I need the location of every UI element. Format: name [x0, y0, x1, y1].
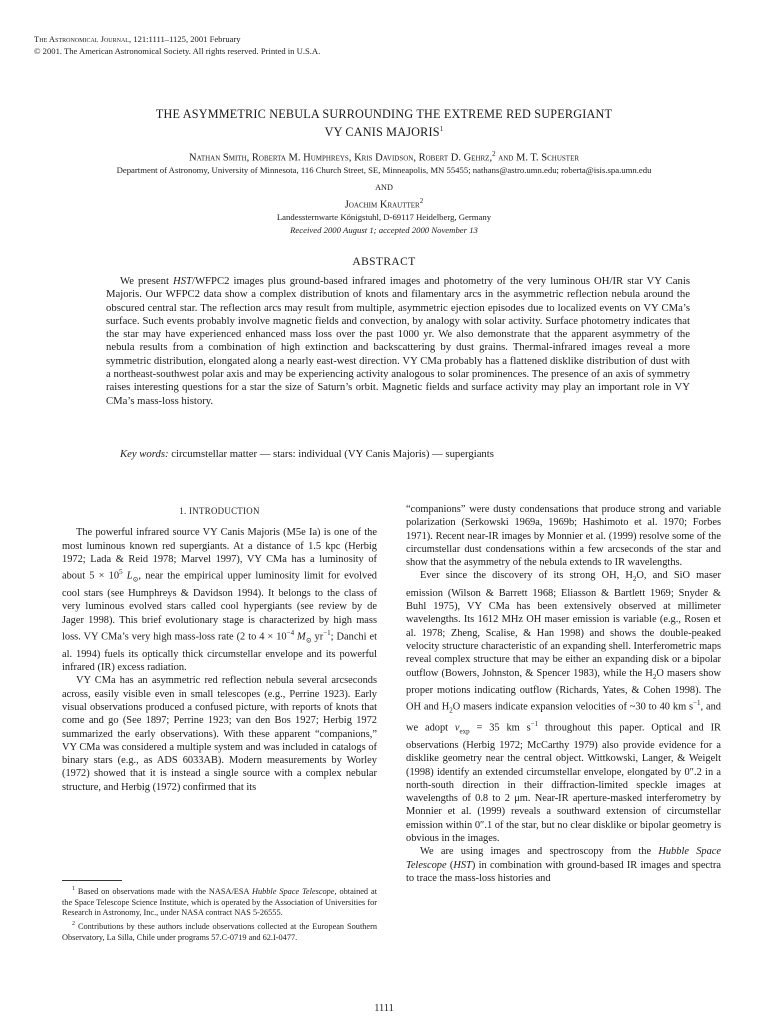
- p1-text-a: The powerful infrared source VY Canis Majoris (M5e Ia) is one of the most luminous known red supergiants. At a distance of 1.5 kpc (Herbig 1972; Lada & Reid 1978; Marvel 1997), VY CMa has a luminosity of about 5 × 10: [62, 527, 377, 582]
- paper-title: [40, 107, 728, 140]
- p1-text-b: , near the empirical upper luminosity limit for evolved cool stars (see Humphreys & Davidson 1994). It belongs to the class of very luminous evolved stars called cool hypergiants (see review by de Jager 1998). This brief evolutionary stage is characterized by high mass loss. VY CMa’s very high mass-loss rate (2 to 4 × 10: [62, 570, 378, 643]
- author-last: M. T. Schuster: [516, 152, 580, 164]
- footnote-1: [62, 884, 377, 919]
- r2-g: throughout this paper. Optical and IR observations (Herbig 1972; McCarthy 1979) also provide evidence for a disklike geometry near the central object. Wittkowski, Langer, & Weigelt (1998) identify an extended circumstellar envelope, elongated by 0″.2 in a north-south direction in their diffraction-limited speckle images at wavelengths of 0.8 to 2 μm. Near-IR aperture-masked interferometry by Monnier et al. (1999) reveals a southward extension of circumstellar emission within 0″.1 of the star, but no clear disklike or bipolar geometry is obvious in the images.: [406, 722, 721, 845]
- title-line-2-text: VY CANIS MAJORIS: [324, 125, 440, 140]
- keywords: [106, 448, 690, 461]
- author-list: [20, 150, 748, 164]
- abstract-hst: HST: [172, 275, 192, 287]
- title-line-1: THE ASYMMETRIC NEBULA SURROUNDING THE EXTREME RED SUPERGIANT: [155, 107, 613, 121]
- fn1-text-b: , obtained at the Space Telescope Science Institute, which is operated by the Association of Universities for Research in Astronomy, Inc., under NASA contract NAS 5-26555.: [62, 886, 378, 918]
- r3-a: We are using images and spectroscopy from the: [420, 846, 659, 858]
- second-author: [0, 197, 768, 211]
- p1-text-c: ; Danchi et al. 1994) fuels its optically thick circumstellar envelope and its powerful infrared (IR) excess radiation.: [62, 631, 377, 674]
- author-and: and: [495, 152, 516, 164]
- fn1-text-a: Based on observations made with the NASA/ESA: [75, 886, 252, 896]
- r2-f: = 35 km s: [469, 722, 531, 734]
- r2-sub-3: 2: [449, 706, 453, 715]
- r2-v: v: [454, 722, 460, 734]
- right-column: [406, 503, 721, 885]
- footnote-rule: [62, 880, 122, 881]
- intro-paragraph-5: [406, 845, 721, 885]
- r2-c: O masers show proper motions indicating outflow (Richards, Yates, & Cohen 1998). The OH and H: [406, 667, 721, 713]
- r3-c: ) in combination with ground-based IR images and spectra to trace the mass-loss histories and: [406, 859, 721, 884]
- received-dates: Received 2000 August 1; accepted 2000 November 13: [290, 225, 478, 235]
- title-line-2: [40, 122, 728, 140]
- r3-b: (: [446, 859, 454, 871]
- r2-sub-1: 2: [632, 575, 637, 584]
- footnotes: [62, 884, 377, 944]
- p1-sun-1: ⊙: [132, 575, 139, 584]
- second-author-mark: 2: [419, 197, 424, 205]
- p1-sup-2: −4: [286, 628, 295, 637]
- r3-hst: HST: [453, 859, 472, 871]
- left-column: [62, 505, 377, 794]
- fn1-mark: 1: [72, 886, 75, 892]
- r2-d: O masers indicate expansion velocities of ~30 to 40 km s: [452, 701, 694, 713]
- keywords-list: circumstellar matter — stars: individual (VY Canis Majoris) — supergiants: [168, 448, 494, 460]
- journal-header: [34, 33, 320, 57]
- page-number: 1111: [374, 1003, 394, 1014]
- p1-M-symbol: M: [297, 631, 306, 643]
- footnote-2: [62, 919, 377, 943]
- r2-sup-1: −1: [693, 699, 701, 708]
- author-footnote-mark: 2: [492, 150, 496, 158]
- journal-citation: [34, 33, 320, 45]
- intro-paragraph-4: [406, 569, 721, 845]
- second-affiliation: Landessternwarte Königstuhl, D-69117 Heidelberg, Germany: [276, 212, 492, 222]
- abstract-pre: We present: [120, 275, 173, 287]
- r2-e: , and we adopt: [406, 701, 721, 734]
- p1-sup-3: −1: [323, 628, 331, 637]
- r2-b: O, and SiO maser emission (Wilson & Barrett 1968; Eliasson & Bartlett 1969; Snyder & Buhl 1975), VY CMa has been extensively observed at millimeter wavelengths. Its 1612 MHz OH maser emission is variable (e.g., Rosen et al. 1978; Zheng, Scalise, & Han 1998) and shows the double-peaked velocity structure characteristic of an expanding shell. Interferometric maps reveal complex structure that may be either an expanding disk or a bipolar outflow (Bowers, Johnston, & Spencer 1983), while the H: [406, 570, 721, 679]
- abstract-text: /WFPC2 images plus ground-based infrared images and photometry of the very luminous OH/IR star VY Canis Majoris. Our WFPC2 data show a complex distribution of knots and filamentary arcs in the asymmetric reflection nebula around the obscured central star. The reflection arcs may result from multiple, asymmetric ejection episodes due to localized events on VY CMa’s surface. Such events probably involve magnetic fields and convection, by analogy with solar activity. Surface photometry indicates that the star may have experienced enhanced mass loss over the past 1000 yr. We also demonstrate that the apparent asymmetry of the nebula results from a combination of high extinction and backscattering by dust grains. Thermal-infrared images reveal a more symmetric distribution, elongated along a nearly east-west direction. VY CMa probably has a flattened disklike distribution of dust with a northeast-southwest polar axis and may be experiencing activity analogous to solar prominences. The presence of an axis of symmetry raises interesting questions for a star the size of Saturn’s orbit. Magnetic fields and surface activity may play an important role in VY CMa’s mass-loss history.: [106, 275, 690, 407]
- fn1-italic: Hubble Space Telescope: [251, 886, 335, 896]
- second-author-name: Joachim Krautter: [344, 199, 420, 211]
- author-names: Nathan Smith, Roberta M. Humphreys, Kris Davidson, Robert D. Gehrz,: [188, 152, 493, 164]
- copyright-notice: © 2001. The American Astronomical Society. All rights reserved. Printed in U.S.A.: [34, 46, 321, 56]
- keywords-label: Key words:: [120, 448, 169, 460]
- p1-sun-2: ⊙: [305, 636, 312, 645]
- abstract-body: [106, 275, 690, 408]
- r2-v-sub: exp: [459, 727, 470, 736]
- r2-sup-2: −1: [530, 720, 539, 729]
- and-separator: AND: [375, 183, 393, 192]
- journal-volume: , 121:1111–1125, 2001 February: [128, 34, 241, 44]
- abstract-heading: ABSTRACT: [352, 256, 416, 268]
- p1-L-symbol: L: [126, 570, 133, 582]
- intro-paragraph-2: VY CMa has an asymmetric red reflection nebula several arcseconds across, easily visible even in small telescopes (e.g., Perrine 1923). Early visual observations produced a confused picture, with reports of knots that come and go (See 1897; Perrine 1923; van den Bos 1927; Herbig 1972 summarized the early observations). With these apparent “companions,” VY CMa was considered a multiple system and was included in catalogs of binary stars (e.g., as ADS 6033AB). Modern measurements by Worley (1972) showed that it is instead a single source with a complex nebular structure, and Herbig (1972) confirmed that its: [62, 675, 377, 793]
- journal-name: The Astronomical Journal: [34, 34, 129, 44]
- author-affiliation: Department of Astronomy, University of Minnesota, 116 Church Street, SE, Minneapolis, MN 55455; nathans@astro.umn.edu; roberta@isis.spa.umn.edu: [116, 165, 652, 175]
- fn2-text: Contributions by these authors include observations collected at the European Southern Observatory, La Silla, Chile under programs 57.C-0719 and 62.I-0477.: [62, 921, 377, 942]
- p1-yr: yr: [311, 631, 324, 643]
- intro-paragraph-1: [62, 526, 377, 674]
- intro-paragraph-3: “companions” were dusty condensations that produce strong and variable polarization (Serkowski 1969a, 1969b; Hashimoto et al. 1970; Forbes 1971). Recent near-IR images by Monnier et al. (1999) resolve some of the circumstellar dust condensations within a few arcseconds of the star and show that the asymmetry of the nebula extends to IR wavelengths.: [406, 504, 721, 569]
- section-heading-introduction: 1. INTRODUCTION: [179, 506, 260, 516]
- title-footnote-mark: 1: [439, 125, 444, 133]
- p1-sup-1: 5: [119, 568, 123, 577]
- r3-hst-full: Hubble Space Telescope: [406, 846, 722, 871]
- r2-sub-2: 2: [652, 672, 657, 681]
- fn2-mark: 2: [72, 921, 75, 928]
- r2-a: Ever since the discovery of its strong OH, H: [420, 570, 633, 582]
